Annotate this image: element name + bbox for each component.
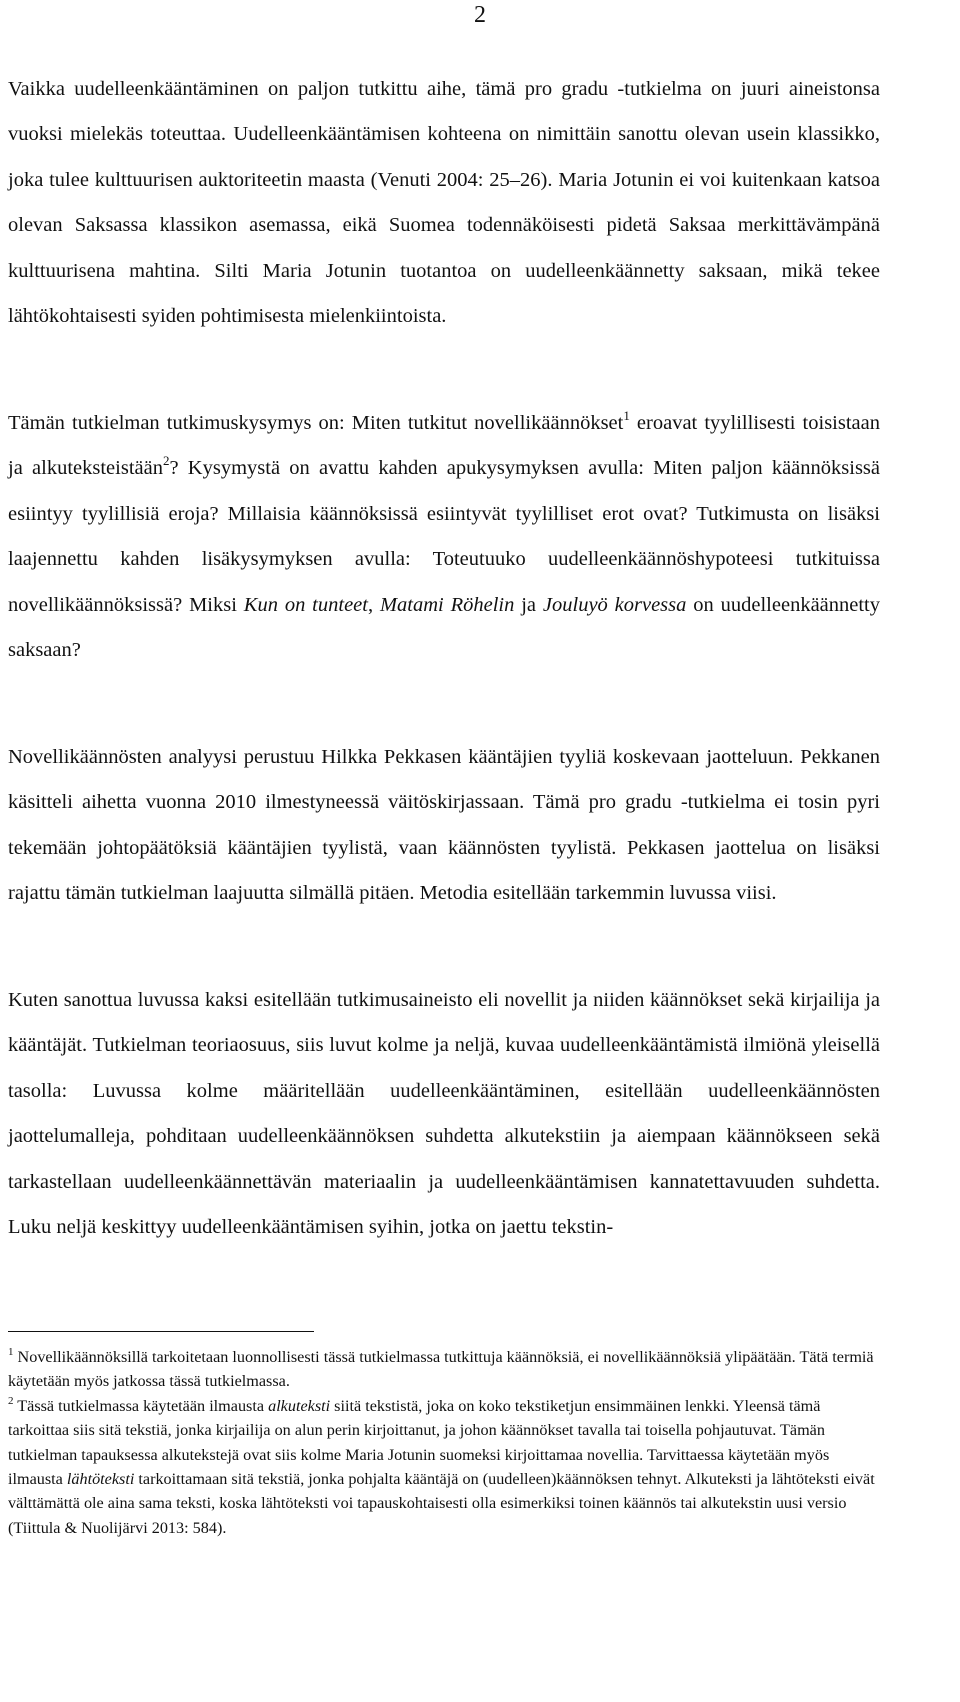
paragraph-2 [8, 401, 880, 673]
footnote-2-text-b: siitä tekstistä, joka on koko tekstiketjun ensimmäinen lenkki. Yleensä tämä tarkoittaa siis sitä tekstiä, jonka kirjailija on alun perin kirjoittanut, ja johon käännökset tavalla tai toisella pohjautuvat. Tämän tutkielman tapauksessa alkutekstejä ovat siis kolme Maria Jotunin suomeksi kirjoittamaa novellia. Tarvittaessa käytetään myös ilmausta [8, 1396, 830, 1489]
paragraph-4: Kuten sanottua luvussa kaksi esitellään tutkimusaineisto eli novellit ja niiden käännökset sekä kirjailija ja kääntäjät. Tutkielman teoriaosuus, siis luvut kolme ja neljä, kuvaa uudelleenkääntämistä ilmiönä yleisellä tasolla: Luvussa kolme määritellään uudelleenkääntäminen, esitellään uudelleenkäännösten jaottelumalleja, pohditaan uudelleenkäännöksen suhdetta alkutekstiin ja aiempaan käännökseen sekä tarkastellaan uudelleenkäännettävän materiaalin ja uudelleenkääntämisen kannatettavuuden suhdetta. Luku neljä keskittyy uudelleenkääntämisen syihin, jotka on jaettu tekstin- [8, 989, 880, 1239]
paragraph-2-text-a: Tämän tutkielman tutkimuskysymys on: Miten tutkitut novellikäännökset [8, 412, 624, 434]
footnote-2-text-a: Tässä tutkielmassa käytetään ilmausta [13, 1396, 269, 1415]
footnote-1-text: Novellikäännöksillä tarkoitetaan luonnollisesti tässä tutkielmassa tutkittuja käännöksiä, ei novellikäännöksiä ylipäätään. Tätä termiä käytetään myös jatkossa tässä tutkielmassa. [8, 1348, 874, 1391]
footnote-2-mark: 2 [8, 1394, 14, 1407]
footnote-2 [8, 1394, 880, 1540]
term-lahtoteksti: lähtöteksti [66, 1470, 135, 1489]
paragraph-1: Vaikka uudelleenkääntäminen on paljon tutkittu aihe, tämä pro gradu -tutkielma on juuri aineistonsa vuoksi mielekäs toteuttaa. Uudelleenkääntämisen kohteena on nimittäin sanottu olevan usein klassikko, joka tulee kulttuurisen auktoriteetin maasta (Venuti 2004: 25–26). Maria Jotunin ei voi kuitenkaan katsoa olevan Saksassa klassikon asemassa, eikä Suomea todennäköisesti pidetä Saksaa merkittävämpänä kulttuurisena mahtina. Silti Maria Jotunin tuotantoa on uudelleenkäännetty saksaan, mikä tekee lähtökohtaisesti syiden pohtimisesta mielenkiintoista. [8, 78, 880, 328]
footnote-ref-2[interactable]: 2 [162, 453, 170, 469]
paragraph-2-text-d: , [367, 593, 380, 616]
footnote-ref-1[interactable]: 1 [623, 408, 630, 423]
novel-title-kun-on-tunteet: Kun on tunteet [243, 593, 368, 616]
novel-title-matami-rohelin: Matami Röhelin [379, 593, 515, 616]
footnote-2-text-c: tarkoittamaan sitä tekstiä, jonka pohjalta kääntäjä on (uudelleen)käännöksen tehnyt. Alkuteksti ja lähtöteksti eivät välttämättä ole aina sama teksti, koska lähtöteksti voi tapauskohtaisesti olla esimerkiksi toinen käännös tai alkutekstin uusi versio (Tiittula & Nuolijärvi 2013: 584). [8, 1470, 875, 1537]
footnote-1-mark: 1 [8, 1346, 14, 1358]
paragraph-2-text-c: ? Kysymystä on avattu kahden apukysymyksen avulla: Miten paljon käännöksissä esiintyy tyylillisiä eroja? Millaisia käännöksissä esiintyvät tyylilliset erot ovat? Tutkimusta on lisäksi laajennettu kahden lisäkysymyksen avulla: Toteutuuko uudelleenkäännöshypoteesi tutkituissa novellikäännöksissä? Miksi [8, 457, 880, 616]
paragraph-2-text-f: on uudelleenkäännetty saksaan? [8, 593, 881, 662]
paragraph-3: Novellikäännösten analyysi perustuu Hilkka Pekkasen kääntäjien tyyliä koskevaan jaotteluun. Pekkanen käsitteli aihetta vuonna 2010 ilmestyneessä väitöskirjassaan. Tämä pro gradu -tutkielma ei tosin pyri tekemään johtopäätöksiä kääntäjien tyylistä, vaan käännösten tyylistä. Pekkasen jaottelua on lisäksi rajattu tämän tutkielman laajuutta silmällä pitäen. Metodia esitellään tarkemmin luvussa viisi. [8, 746, 880, 905]
page-number: 2 [474, 2, 486, 28]
paragraph-2-text-e: ja [514, 593, 543, 616]
footnote-1 [8, 1345, 880, 1394]
footnotes [8, 1345, 880, 1540]
novel-title-jouluyo-korvessa: Jouluyö korvessa [542, 593, 687, 616]
footnote-divider [8, 1331, 314, 1332]
term-alkuteksti: alkuteksti [268, 1396, 331, 1415]
paragraph-2-text-b: eroavat tyylillisesti toisistaan ja alkuteksteistään [8, 412, 880, 480]
